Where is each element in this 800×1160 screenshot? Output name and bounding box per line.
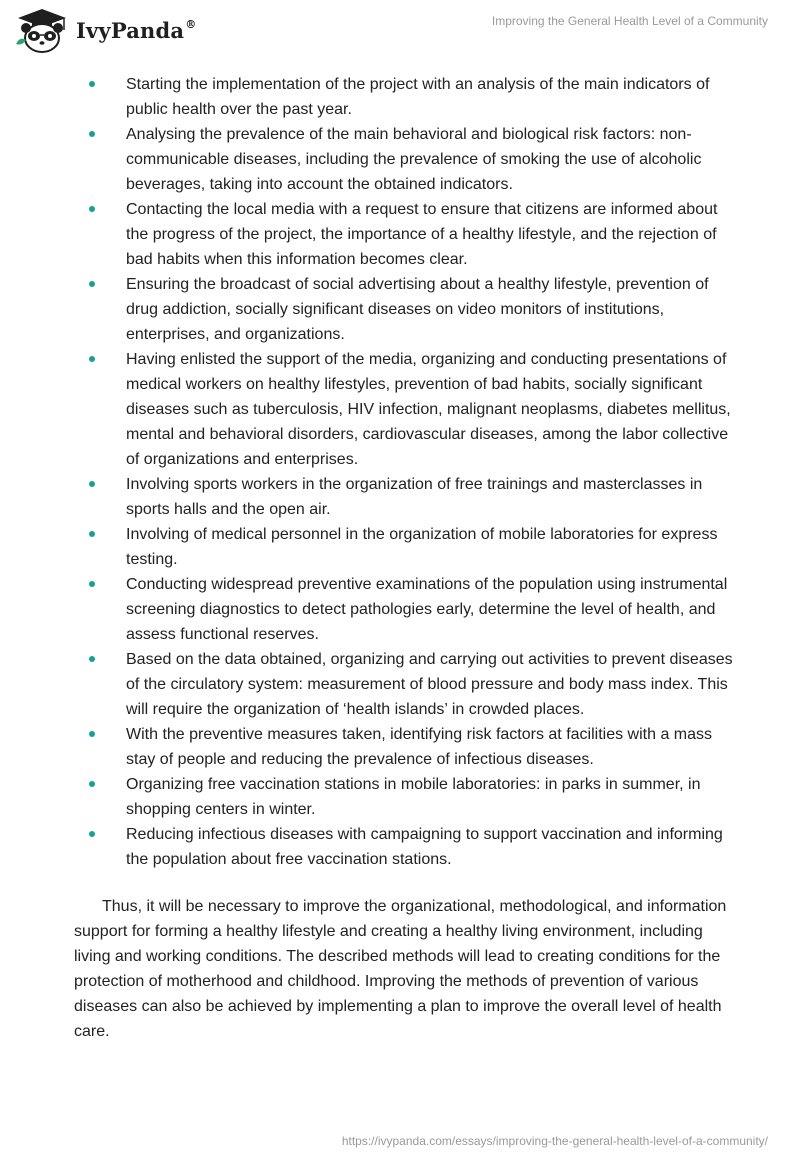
list-item-text: Involving of medical personnel in the organization of mobile laboratories for express testing.	[126, 526, 718, 568]
bullet-icon	[89, 781, 95, 787]
panda-graduate-icon	[14, 6, 70, 54]
bullet-icon	[89, 131, 95, 137]
list-item	[74, 522, 734, 572]
list-item	[74, 572, 734, 647]
list-item-text: Based on the data obtained, organizing and carrying out activities to prevent diseases of the circulatory system: measurement of blood pressure and body mass index. This will require the organization of ‘health islands’ in crowded places.	[126, 651, 733, 718]
list-item-text: Contacting the local media with a request to ensure that citizens are informed about the progress of the project, the importance of a healthy lifestyle, and the rejection of bad habits when this information becomes clear.	[126, 201, 718, 268]
list-item-text: Reducing infectious diseases with campaigning to support vaccination and informing the population about free vaccination stations.	[126, 826, 723, 868]
bullet-list	[74, 72, 734, 872]
document-title: Improving the General Health Level of a Community	[491, 14, 768, 28]
list-item-text: Ensuring the broadcast of social advertising about a healthy lifestyle, prevention of drug addiction, socially significant diseases on video monitors of institutions, enterprises, and organizations.	[126, 276, 709, 343]
bullet-icon	[89, 581, 95, 587]
list-item	[74, 122, 734, 197]
body-paragraph: Thus, it will be necessary to improve the organizational, methodological, and information support for forming a healthy lifestyle and creating a healthy living environment, including living and working conditions. The described methods will lead to creating conditions for the protection of motherhood and childhood. Improving the methods of prevention of various diseases can also be achieved by implementing a plan to improve the overall level of health care.	[74, 898, 727, 1040]
list-item	[74, 647, 734, 722]
list-item-text: Involving sports workers in the organization of free trainings and masterclasses in sports halls and the open air.	[126, 476, 703, 518]
list-item	[74, 772, 734, 822]
document-body	[74, 72, 734, 1044]
bullet-icon	[89, 656, 95, 662]
list-item	[74, 272, 734, 347]
bullet-icon	[89, 356, 95, 362]
list-item	[74, 822, 734, 872]
list-item-text: With the preventive measures taken, identifying risk factors at facilities with a mass stay of people and reducing the prevalence of infectious diseases.	[126, 726, 713, 768]
bullet-icon	[89, 481, 95, 487]
bullet-icon	[89, 831, 95, 837]
brand-name: IvyPanda®	[76, 17, 197, 43]
list-item	[74, 347, 734, 472]
page-header	[0, 0, 800, 60]
registered-mark: ®	[185, 17, 197, 31]
bullet-icon	[89, 281, 95, 287]
list-item	[74, 197, 734, 272]
bullet-icon	[89, 206, 95, 212]
list-item-text: Organizing free vaccination stations in mobile laboratories: in parks in summer, in shopping centers in winter.	[126, 776, 701, 818]
bullet-icon	[89, 81, 95, 87]
list-item	[74, 722, 734, 772]
brand-logo[interactable]	[14, 6, 196, 54]
list-item-text: Analysing the prevalence of the main behavioral and biological risk factors: non-communicable diseases, including the prevalence of smoking the use of alcoholic beverages, taking into account the obtained indicators.	[126, 126, 702, 193]
bullet-icon	[89, 731, 95, 737]
list-item-text: Starting the implementation of the project with an analysis of the main indicators of public health over the past year.	[126, 76, 710, 118]
source-url[interactable]: https://ivypanda.com/essays/improving-the-general-health-level-of-a-community/	[341, 1134, 768, 1148]
list-item-text: Having enlisted the support of the media, organizing and conducting presentations of medical workers on healthy lifestyles, prevention of bad habits, socially significant diseases such as tuberculosis, HIV infection, malignant neoplasms, diabetes mellitus, mental and behavioral disorders, cardiovascular diseases, among the labor collective of organizations and enterprises.	[126, 351, 731, 468]
list-item-text: Conducting widespread preventive examinations of the population using instrumental screening diagnostics to detect pathologies early, determine the level of health, and assess functional reserves.	[126, 576, 728, 643]
list-item	[74, 472, 734, 522]
list-item	[74, 72, 734, 122]
bullet-icon	[89, 531, 95, 537]
